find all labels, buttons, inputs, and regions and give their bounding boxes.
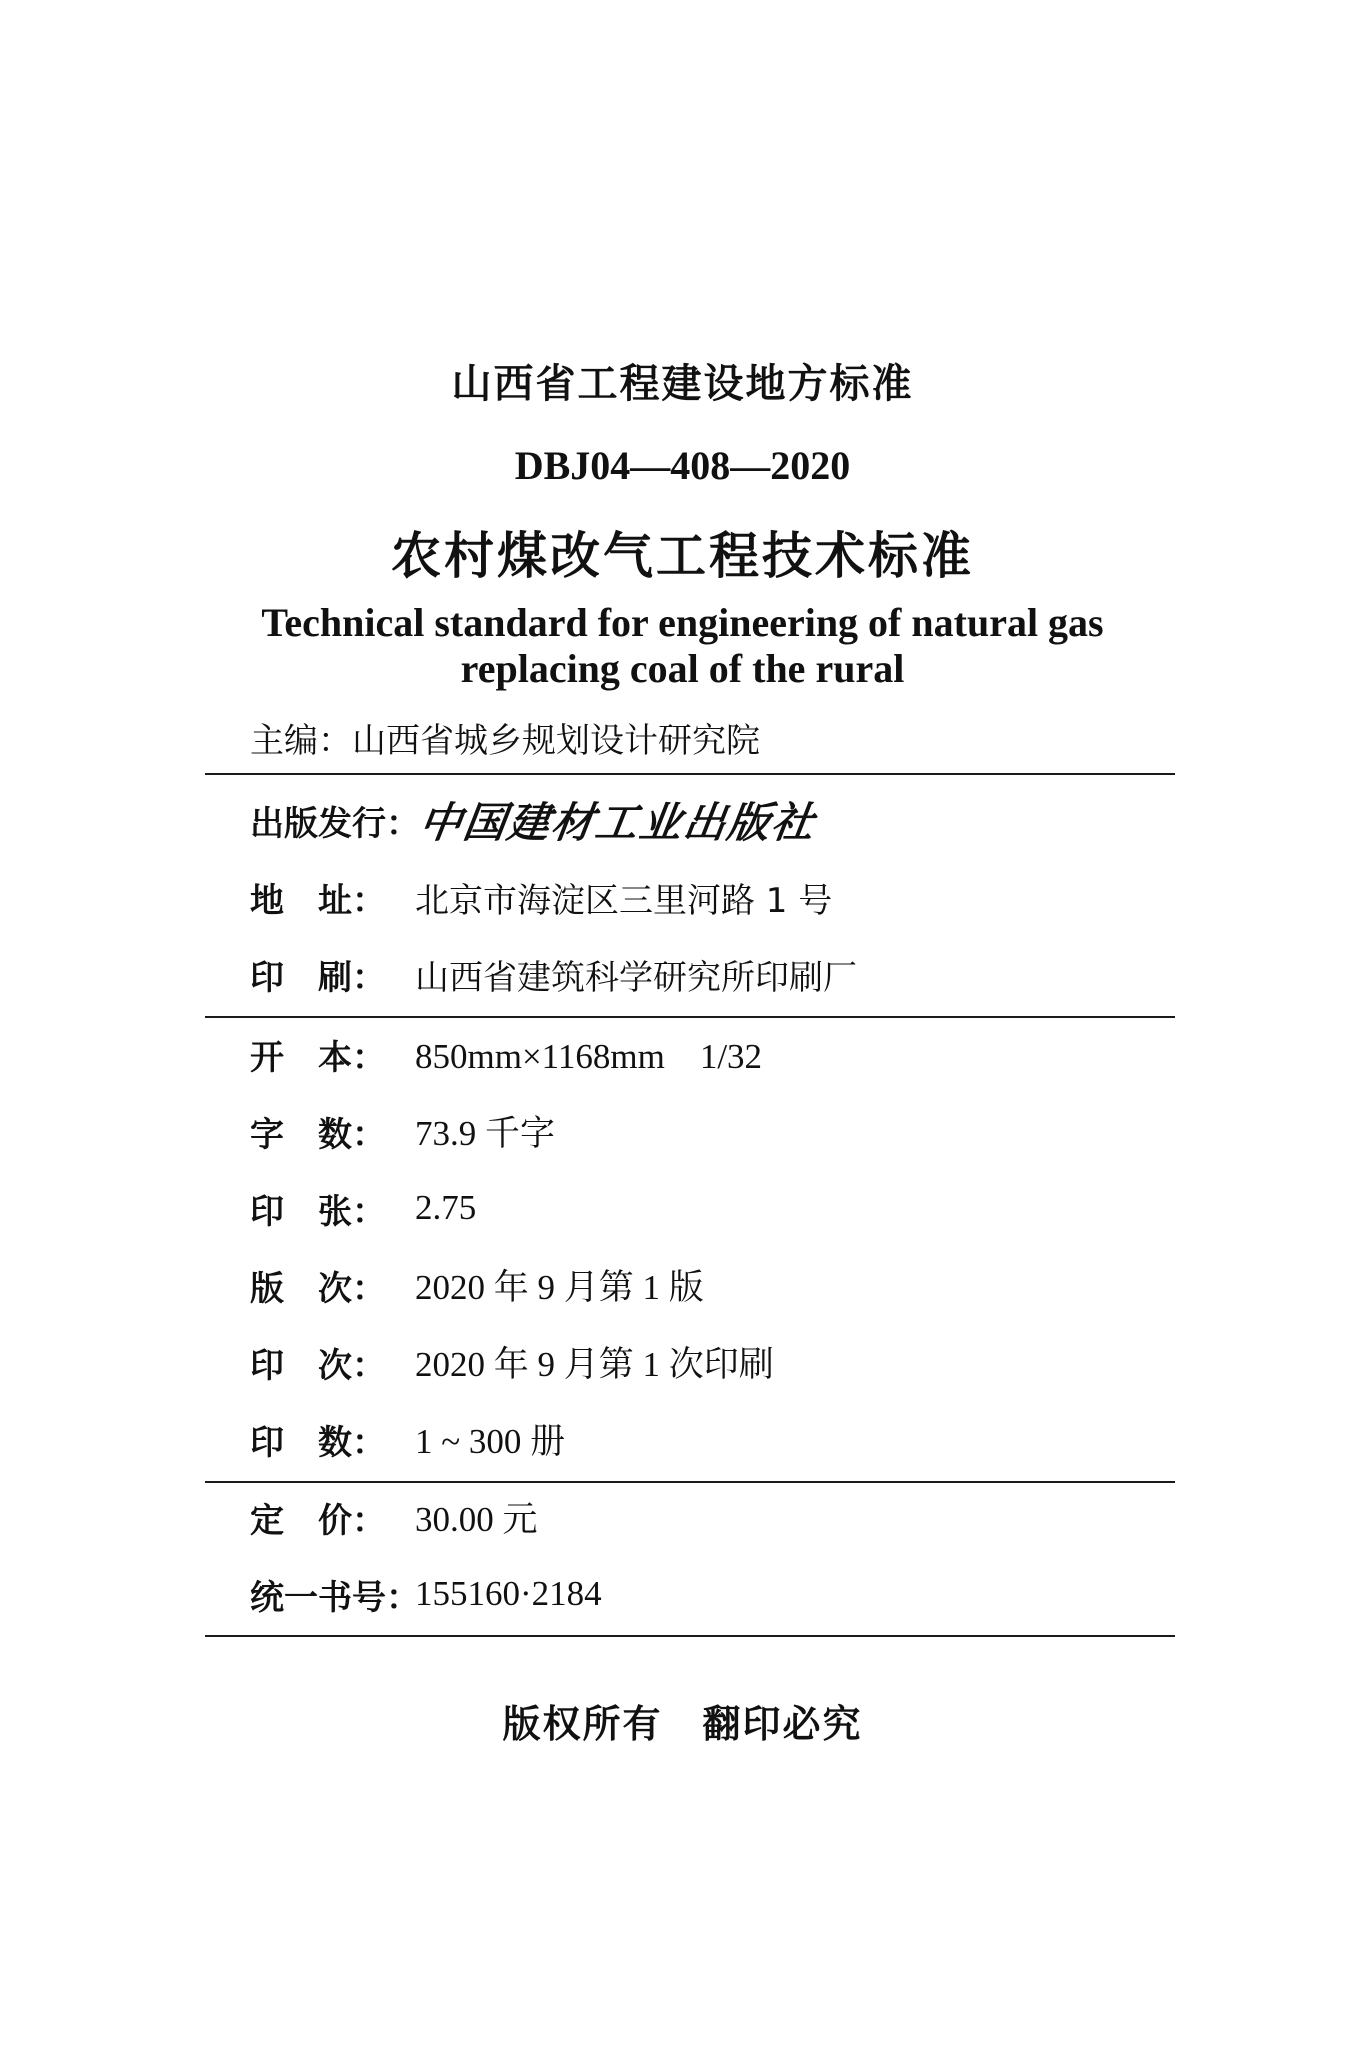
book-number-row — [250, 1569, 602, 1619]
divider — [205, 1635, 1175, 1637]
printing-value: 2020 年 9 月第 1 次印刷 — [415, 1345, 774, 1384]
printer-label: 印 刷： — [250, 957, 386, 998]
printing-label: 印 次： — [250, 1345, 386, 1386]
address-value: 北京市海淀区三里河路 1 号 — [415, 880, 833, 921]
printed-sheets-value: 2.75 — [415, 1188, 477, 1227]
book-number-label: 统一书号： — [250, 1577, 420, 1618]
divider — [205, 773, 1175, 775]
title-chinese: 农村煤改气工程技术标准 — [391, 527, 974, 585]
edition-value: 2020 年 9 月第 1 版 — [415, 1268, 704, 1307]
price-label: 定 价： — [250, 1500, 386, 1541]
publisher-row — [250, 795, 820, 847]
format-row — [250, 1029, 762, 1079]
print-run-row — [250, 1414, 565, 1464]
divider — [205, 1481, 1175, 1483]
divider — [205, 1016, 1175, 1018]
format-value: 850mm×1168mm 1/32 — [415, 1037, 763, 1076]
word-count-value: 73.9 千字 — [415, 1114, 556, 1153]
standard-code: DBJ04—408—2020 — [514, 443, 851, 488]
chief-editor — [250, 713, 760, 762]
printed-sheets-row — [250, 1183, 476, 1233]
format-label: 开 本： — [250, 1037, 386, 1078]
book-number-value: 155160·2184 — [415, 1574, 602, 1613]
chief-editor-label: 主编： — [250, 721, 352, 761]
publisher-label: 出版发行： — [250, 803, 420, 844]
printing-row — [250, 1337, 774, 1387]
print-run-value: 1 ~ 300 册 — [415, 1422, 566, 1461]
price-row — [250, 1492, 538, 1542]
publisher-calligraphy: 中国建材工业出版社 — [416, 798, 820, 847]
printer-value: 山西省建筑科学研究所印刷厂 — [415, 957, 857, 998]
chief-editor-value: 山西省城乡规划设计研究院 — [352, 721, 760, 761]
standard-series-title: 山西省工程建设地方标准 — [451, 361, 914, 407]
address-label: 地 址： — [250, 880, 386, 921]
address-row — [250, 872, 832, 922]
printed-sheets-label: 印 张： — [250, 1191, 386, 1232]
title-english-line-2: replacing coal of the rural — [460, 646, 905, 691]
edition-row — [250, 1260, 704, 1310]
print-run-label: 印 数： — [250, 1422, 386, 1463]
edition-label: 版 次： — [250, 1268, 386, 1309]
printer-row — [250, 949, 857, 999]
title-english-line-1: Technical standard for engineering of natural gas — [261, 600, 1104, 645]
copyright-notice: 版权所有 翻印必究 — [502, 1702, 863, 1746]
word-count-label: 字 数： — [250, 1114, 386, 1155]
price-value: 30.00 元 — [415, 1500, 538, 1539]
word-count-row — [250, 1106, 555, 1156]
